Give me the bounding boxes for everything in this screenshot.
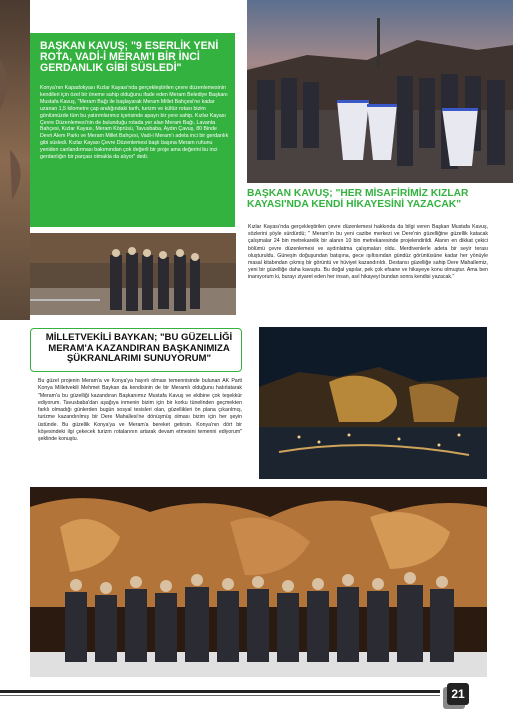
article-2-body: Kızlar Kayası'nda gerçekleştirilen çevre düzenlemesi hakkında da bilgi veren Başkan Mustafa Kavuş, sözlerini şöyle sürdürdü; " Meram'ın bu yeni cazibe merkezi ve Dere'nin güzelliğine güzellik katacak çalışmalar 24 bin metrekarelik bir alanın 10 bin metrekaresinde projelendirildi. Alanın en dikkat çekici bölümü çevre düzenlemesi ve aydınlatma çalışmaları oldu. Merdivenlerle adeta bir seyir terası oluşturuldu. Güneşin doğuşundan batışına, gece ışıltısından gündüz görüntüsüne kadar her yönüyle masal kitabından çıkmış bir görüntü ve hüviyet kazandırıldı. Destansı güzelliğe sahip Dere Mahallemiz, yeni bir güzelliğe daha kavuştu. Bu doğal yapılar, pek çok efsane ve hikayeye konu olmuştur. Ama ben inanıyorum ki, burayı ziyaret eden her insan, asıl hikayeyi bundan sonra kendisi yazacak."	[248, 224, 488, 281]
group-walking-photo	[30, 233, 236, 315]
footer-rule-thin	[0, 695, 440, 696]
article-3-title: MİLLETVEKİLİ BAYKAN; "BU GÜZELLİĞİ MERAM'A KAZANDIRAN BAŞKANIMIZA ŞÜKRANLARIMI SUNUYORUM"	[45, 332, 233, 365]
footer-rule	[0, 690, 440, 693]
night-panorama-photo	[259, 327, 487, 479]
group-photo-rocks	[30, 487, 487, 677]
article-3-body: Bu güzel projenin Meram'a ve Konya'ya hayırlı olması temennisinde bulunan AK Parti Konya Milletvekili Mehmet Baykan da kendisinin de bir Meramlı olduğunu hatırlatarak "Meram'a bu güzelliği kazandıran Başkanımız Mustafa Kavuş ve ekibine çok teşekkür ediyorum. Tavusbaba'dan aşağıya inmenin bizim için bir korku tünelinden geçmekten farklı olmadığı günlerden bugün sosyal tesisleri olan, güzellikleri ön plana çıkarılmış, turizme kazandırılmış bir Dere Mahallesi'ne dönüşmüş olması bizim için her şeyin üstünde. Bu güzellik Konya'ya ve Meram'a bereket getirsin. Konya'nın dört bir köşesindeki ilgi çekecek turizm rotalarının artarak devam etmesini temenni ediyorum" şeklinde konuştu.	[38, 378, 242, 443]
page-number: 21	[447, 683, 469, 705]
article-2-title: BAŞKAN KAVUŞ; "HER MİSAFİRİMİZ KIZLAR KAYASI'NDA KENDİ HİKAYESİNİ YAZACAK"	[247, 188, 469, 211]
article-1-body: Konya'nın Kapadokyası Kızlar Kayası'nda gerçekleştirilen çevre düzenlemesinin kendileri için özel bir öneme sahip olduğunu ifade eden Meram Belediye Başkanı Mustafa Kavuş, "Meram Bağı ile başlayarak Meram Millet Bahçesi'ne kadar uzanan 1,5 kilometre çap aralığındaki tarih, turizm ve kültür rotası bizim gönlümüzde tüm bu yatırımlarımız içerisinde apayrı bir yere sahip. Kızlar Kayası Çevre Düzenlemesi'nin de bulunduğu rotada yer alan Meram Bağı, Lavanta Bahçesi, Kızlar Kayası, Meram Köprüsü, Tavusbaba, Aydın Çavuş, 80 Binde Devri Alem Parkı ve Meram Millet Bahçesi, Vadi-i Meram'ı adeta inci bir gerdanlık gibi süsledi. Kızlar Kayası Çevre Düzenlemesi başlı başına Meram ruhunu yeniden canlandırması bakımından çok değerli bir proje ama değerini bu inci gerdanlığın bir parçası olmakla da alıyor" dedi.	[40, 85, 229, 161]
article-3-title-box	[30, 328, 242, 372]
article-1-box	[30, 33, 235, 227]
article-1-title: BAŞKAN KAVUŞ; "9 ESERLİK YENİ ROTA, VADİ-İ MERAM'I BİR İNCİ GERDANLIK GİBİ SÜSLEDİ"	[40, 40, 219, 74]
group-photo-evening-terrace	[247, 0, 513, 183]
rock-strip-photo	[0, 0, 30, 320]
